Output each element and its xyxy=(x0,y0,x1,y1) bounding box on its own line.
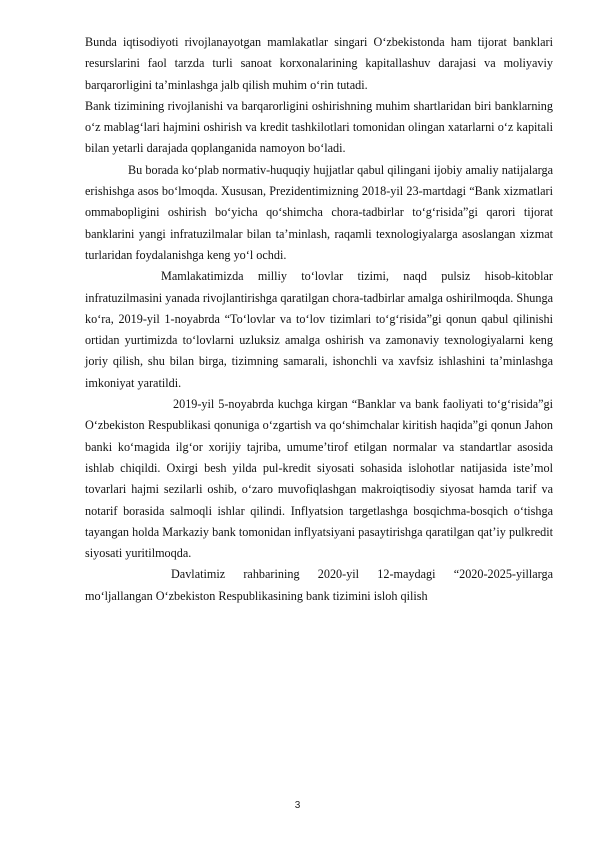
paragraph-2: Bank tizimining rivojlanishi va barqarorligini oshirishning muhim shartlaridan biri banklarning o‘z mablag‘lari hajmini oshirish va kredit tashkilotlari tomonidan olingan xatarlarni o‘z kapitali bilan yetarli darajada qoplanganida namoyon bo‘ladi. xyxy=(85,98,553,156)
paragraph-3: Bu borada ko‘plab normativ-huquqiy hujjatlar qabul qilingani ijobiy amaliy natijalarga erishishga asos bo‘lmoqda. Xususan, Prezidentimizning 2018-yil 23-martdagi “Bank xizmatlari ommabopligini oshirish bo‘yicha qo‘shimcha chora-tadbirlar to‘g‘risida”gi qarori tijorat banklarini yangi infratuzilmalar bilan ta’minlash, raqamli texnologiyalarga asoslangan xizmat turlaridan foydalanishga keng yo‘l ochdi. xyxy=(85,162,553,262)
paragraph-6: Davlatimiz rahbarining 2020-yil 12-maydagi “2020-2025-yillarga mo‘ljallangan O‘zbekiston Respublikasining bank tizimini isloh qilish xyxy=(85,567,553,603)
page-number: 3 xyxy=(294,800,301,811)
paragraph-1: Bunda iqtisodiyoti rivojlanayotgan mamlakatlar singari O‘zbekistonda ham tijorat banklari resurslarini faol tarzda turli sanoat korxonalarining kapitallashuv darajasi va moliyaviy barqarorligini ta’minlashga jalb qilish muhim o‘rin tutadi. xyxy=(85,35,553,92)
paragraph-5: 2019-yil 5-noyabrda kuchga kirgan “Banklar va bank faoliyati to‘g‘risida”gi O‘zbekiston Respublikasi qonuniga o‘zgartish va qo‘shimchalar kiritish haqida”gi qonun Jahon banki ko‘magida ilg‘or xorijiy tajriba, umume’tirof etilgan normalar va standartlar asosida ishlab chiqildi. Oxirgi besh yilda pul-kredit siyosati sohasida islohotlar natijasida iste’mol tovarlari hajmi sezilarli oshib, o‘zaro muvofiqlashgan makroiqtisodiy siyosat hamda tarif va notarif borasida salmoqli ishlar qilindi. Inflyatsion targetlashga bosqichma-bosqich o‘tishga tayangan holda Markaziy bank tomonidan inflyatsiyani pasaytirishga qaratilgan qat’iy pulkredit siyosati yuritilmoqda. xyxy=(85,397,553,561)
paragraph-4: Mamlakatimizda milliy to‘lovlar tizimi, naqd pulsiz hisob-kitoblar infratuzilmasini yanada rivojlantirishga qaratilgan chora-tadbirlar amalga oshirilmoqda. Shunga ko‘ra, 2019-yil 1-noyabrda “To‘lovlar va to‘lov tizimlari to‘g‘risida”gi qonun qabul qilinishi ortidan yurtimizda to‘lovlarni uzluksiz amalga oshirish va zamonaviy texnologiyalarni keng joriy qilish, shu bilan birga, tizimning samarali, ishonchli va xavfsiz ishlashini ta’minlashga imkoniyat yaratildi. xyxy=(85,269,553,390)
body-text xyxy=(85,32,553,607)
